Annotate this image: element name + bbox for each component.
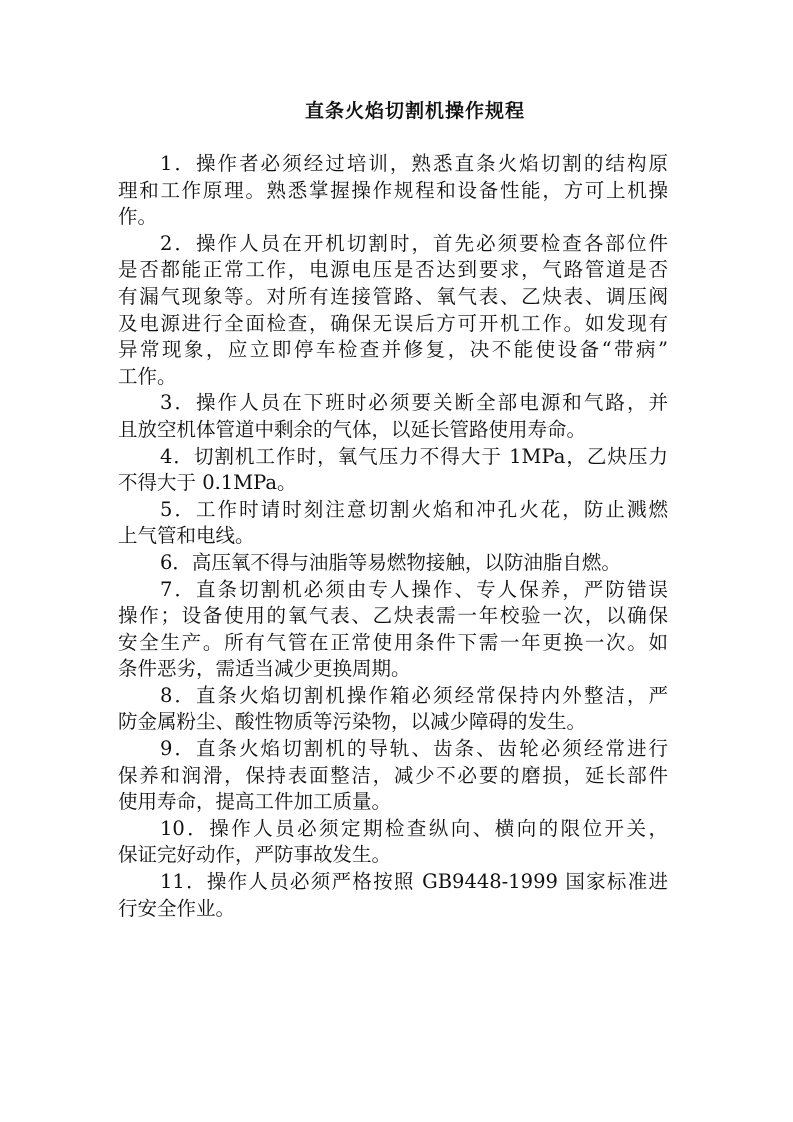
document-title: 直条火焰切割机操作规程 xyxy=(304,100,525,122)
rule-paragraph xyxy=(118,869,668,922)
text-line: 5．工作时请时刻注意切割火焰和冲孔火花，防止溅燃 xyxy=(160,497,668,521)
text-line: 6．高压氧不得与油脂等易燃物接触，以防油脂自燃。 xyxy=(160,550,621,574)
text-line: 11．操作人员必须严格按照 GB9448-1999 国家标准进 xyxy=(160,870,668,894)
rule-paragraph xyxy=(118,683,668,736)
text-line: 1．操作者必须经过培训，熟悉直条火焰切割的结构原 xyxy=(160,152,668,175)
text-line: 作。 xyxy=(118,205,158,229)
rule-paragraph xyxy=(118,151,668,231)
rule-paragraph xyxy=(118,550,668,577)
text-line: 理和工作原理。熟悉掌握操作规程和设备性能，方可上机操 xyxy=(118,178,668,202)
rule-paragraph xyxy=(118,577,668,683)
text-line: 保养和润滑，保持表面整洁，减少不必要的磨损，延长部件 xyxy=(118,763,668,787)
document-body xyxy=(118,151,668,922)
text-line: 10．操作人员必须定期检查纵向、横向的限位开关， xyxy=(160,816,668,840)
rule-paragraph xyxy=(118,390,668,443)
rule-paragraph xyxy=(118,444,668,497)
text-line: 是否都能正常工作，电源电压是否达到要求，气路管道是否 xyxy=(118,258,668,282)
rule-paragraph xyxy=(118,231,668,391)
text-line: 且放空机体管道中剩余的气体，以延长管路使用寿命。 xyxy=(118,417,587,441)
text-line: 8．直条火焰切割机操作箱必须经常保持内外整洁，严 xyxy=(160,683,668,707)
text-line: 9．直条火焰切割机的导轨、齿条、齿轮必须经常进行 xyxy=(160,737,668,761)
text-line: 有漏气现象等。对所有连接管路、氧气表、乙炔表、调压阀 xyxy=(118,284,668,308)
rule-paragraph xyxy=(118,497,668,550)
text-line: 上气管和电线。 xyxy=(118,524,255,548)
text-line: 行安全作业。 xyxy=(118,896,236,920)
text-line: 3．操作人员在下班时必须要关断全部电源和气路，并 xyxy=(160,391,668,415)
text-line: 及电源进行全面检查，确保无误后方可开机工作。如发现有 xyxy=(118,311,668,335)
rule-paragraph xyxy=(118,736,668,816)
text-line: 工作。 xyxy=(118,364,177,388)
text-line: 条件恶劣，需适当减少更换周期。 xyxy=(118,657,411,681)
text-line: 操作；设备使用的氧气表、乙炔表需一年校验一次，以确保 xyxy=(118,604,668,628)
text-line: 安全生产。所有气管在正常使用条件下需一年更换一次。如 xyxy=(118,630,668,654)
text-line: 防金属粉尘、酸性物质等污染物，以减少障碍的发生。 xyxy=(118,710,587,734)
text-line: 异常现象，应立即停车检查并修复，决不能使设备“带病” xyxy=(118,338,668,362)
text-line: 保证完好动作，严防事故发生。 xyxy=(118,843,392,867)
text-line: 2．操作人员在开机切割时，首先必须要检查各部位件 xyxy=(160,231,668,255)
text-line: 使用寿命，提高工件加工质量。 xyxy=(118,790,392,814)
rule-paragraph xyxy=(118,816,668,869)
text-line: 不得大于 0.1MPa。 xyxy=(118,471,297,495)
text-line: 7．直条切割机必须由专人操作、专人保养，严防错误 xyxy=(160,577,668,601)
text-line: 4．切割机工作时，氧气压力不得大于 1MPa，乙炔压力 xyxy=(160,444,668,468)
